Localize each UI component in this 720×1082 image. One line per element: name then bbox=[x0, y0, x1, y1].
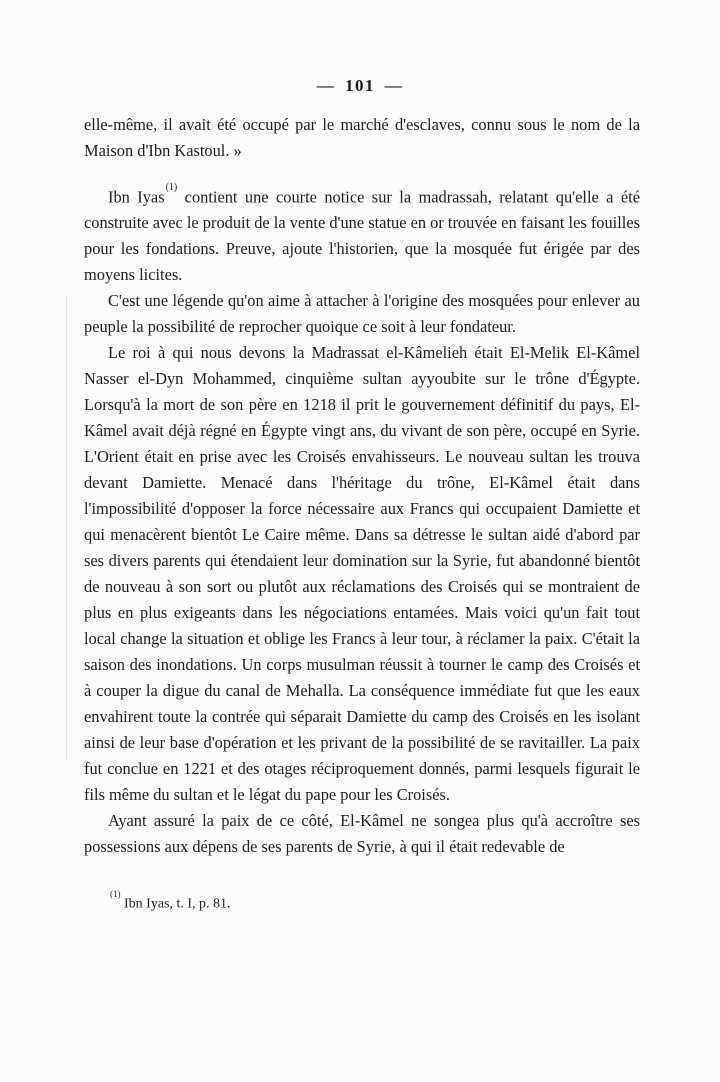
footnote-reference: (1) bbox=[165, 182, 178, 193]
paragraph-text: contient une courte notice sur la madrassah, relatant qu'elle a été construite avec le produit de la vente d'une statue en or trouvée en faisant les fouilles pour les fondations. Preuve, ajoute l'historien, que la mosquée fut érigée par des moyens licites. bbox=[84, 187, 640, 285]
paragraph-continuation: elle-même, il avait été occupé par le marché d'esclaves, connu sous le nom de la Maison d'Ibn Kastoul. » bbox=[84, 115, 640, 160]
paragraph: C'est une légende qu'on aime à attacher à l'origine des mosquées pour enlever au peuple la possibilité de reprocher quoique ce soit à leur fondateur. bbox=[84, 291, 640, 337]
paragraph-text: Ibn Iyas bbox=[108, 187, 165, 207]
page-number: — 101 — bbox=[316, 76, 404, 95]
paragraph: Ayant assuré la paix de ce côté, El-Kâmel ne songea plus qu'à accroître ses possessions aux dépens de ses parents de Syrie, à qui il était redevable de bbox=[84, 811, 640, 857]
footnote bbox=[110, 886, 640, 918]
text-body bbox=[84, 112, 640, 918]
footnote-marker: (1) bbox=[110, 889, 121, 900]
scan-artifact-line bbox=[66, 295, 67, 760]
footnote-text: Ibn Iyas, t. I, p. 81. bbox=[120, 897, 231, 913]
paragraph bbox=[84, 181, 640, 288]
paragraph: Le roi à qui nous devons la Madrassat el-Kâmelieh était El-Melik El-Kâmel Nasser el-Dyn Mohammed, cinquième sultan ayyoubite sur le trône d'Égypte. Lorsqu'à la mort de son père en 1218 il prit le gouvernement définitif du pays, El-Kâmel avait déjà régné en Égypte vingt ans, du vivant de son père, occupé en Syrie. L'Orient était en prise avec les Croisés envahisseurs. Le nouveau sultan les trouva devant Damiette. Menacé dans l'héritage du trône, El-Kâmel était dans l'impossibilité d'opposer la force nécessaire aux Francs qui occupaient Damiette et qui menacèrent bientôt Le Caire même. Dans sa détresse le sultan aidé d'abord par ses divers parents qui étendaient leur domination sur la Syrie, fut abandonné bientôt de nouveau à son sort ou plutôt aux réclamations des Croisés qui se montraient de plus en plus exigeants dans les négociations entamées. Mais voici qu'un fait tout local change la situation et oblige les Francs à leur tour, à réclamer la paix. C'était la saison des inondations. Un corps musulman réussit à tourner le camp des Croisés et à couper la digue du canal de Mehalla. La conséquence immédiate fut que les eaux envahirent toute la contrée qui séparait Damiette du camp des Croisés en les isolant ainsi de leur base d'opération et les privant de la possibilité de se ravitailler. La paix fut conclue en 1221 et des otages réciproquement donnés, parmi lesquels figurait le fils même du sultan et le légat du pape pour les Croisés. bbox=[84, 343, 640, 805]
